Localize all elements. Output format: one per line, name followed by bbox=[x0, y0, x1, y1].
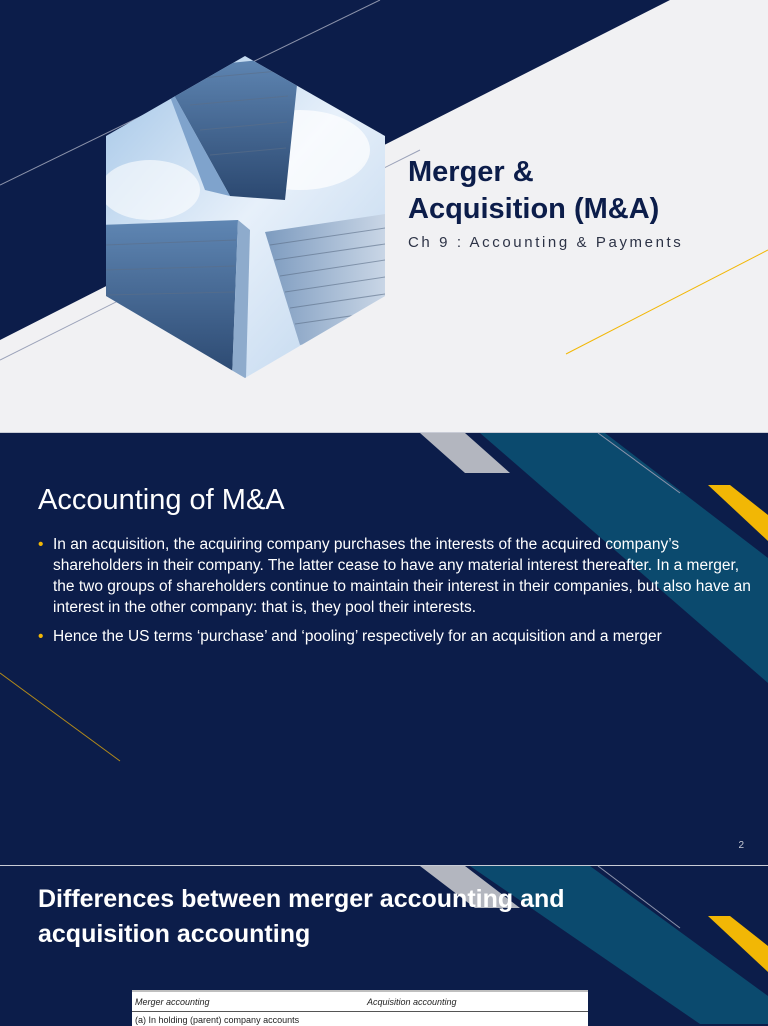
table-header-acquisition: Acquisition accounting bbox=[367, 997, 457, 1007]
table-row: (a) In holding (parent) company accounts bbox=[135, 1015, 300, 1025]
heading-line-1: Differences between merger accounting and bbox=[38, 885, 565, 913]
bullet-text: Hence the US terms ‘purchase’ and ‘pooling’ respectively for an acquisition and a merger bbox=[53, 628, 662, 645]
presentation-title bbox=[408, 154, 659, 228]
table-divider bbox=[132, 1011, 588, 1012]
title-line-1: Merger & bbox=[408, 156, 534, 188]
heading-line-2: acquisition accounting bbox=[38, 920, 311, 948]
presentation-subtitle: Ch 9 : Accounting & Payments bbox=[408, 234, 684, 251]
bullet-icon: • bbox=[38, 536, 44, 553]
bullet-text: In an acquisition, the acquiring company purchases the interests of the acquired company’s shareholders in their company. The latter cease to have any material interest thereafter. In a merger, the two groups of shareholders continue to maintain their interest in their companies, but also have an interest in the other company: that is, they pool their interests. bbox=[53, 536, 751, 616]
slide-heading bbox=[38, 882, 678, 952]
page-number: 2 bbox=[738, 840, 744, 851]
bullet-icon: • bbox=[38, 628, 44, 645]
bullet-item bbox=[38, 626, 756, 647]
title-line-2: Acquisition (M&A) bbox=[408, 193, 660, 225]
table-header-merger: Merger accounting bbox=[135, 997, 210, 1007]
bullet-item bbox=[38, 534, 756, 618]
bullet-list bbox=[38, 534, 756, 655]
title-slide bbox=[0, 0, 768, 432]
slide-heading: Accounting of M&A bbox=[38, 484, 285, 516]
comparison-table bbox=[132, 990, 588, 1026]
